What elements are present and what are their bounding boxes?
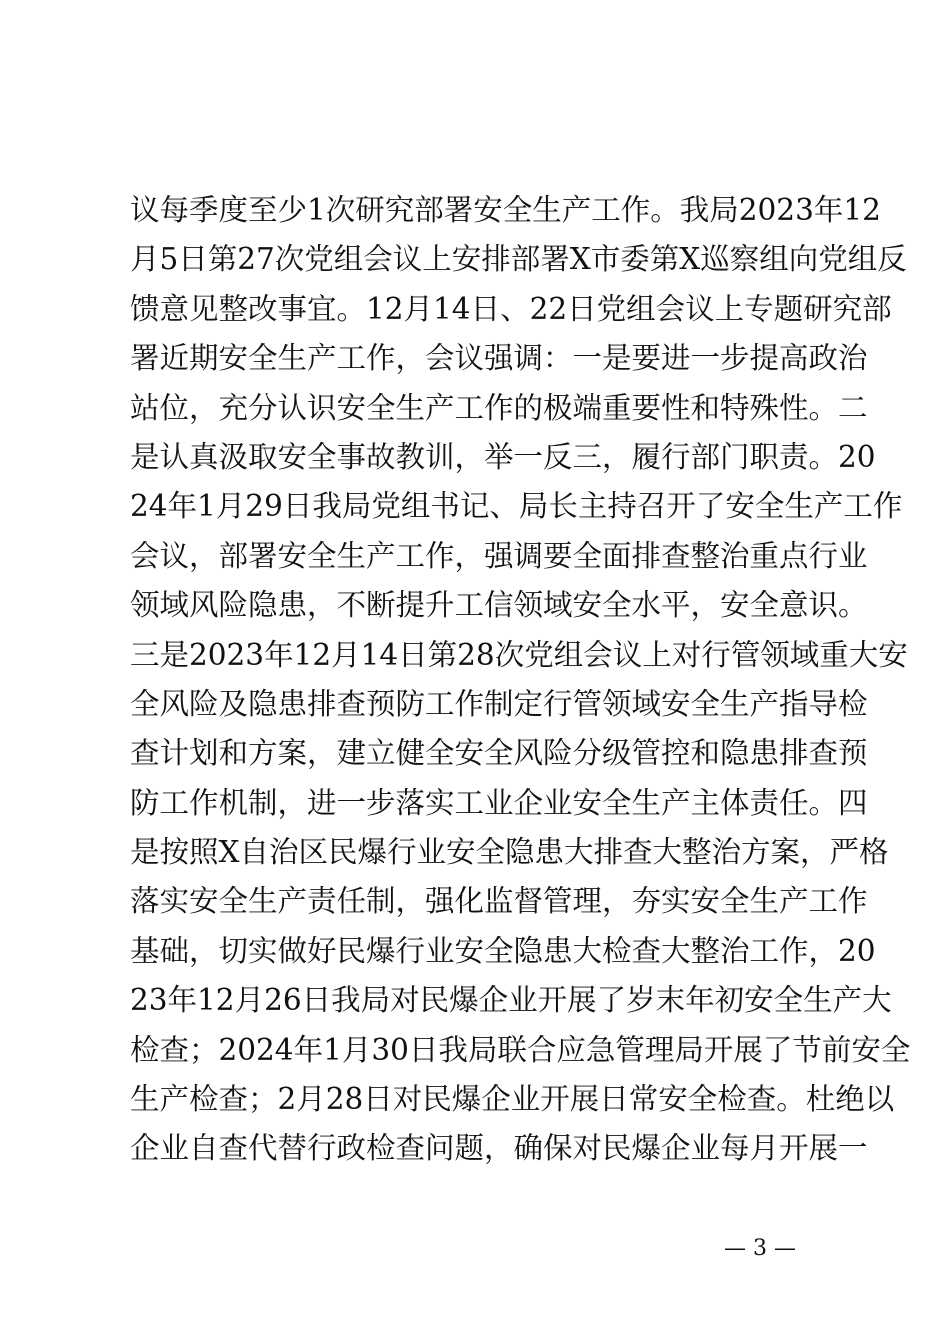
text-line: 落实安全生产责任制，强化监督管理，夯实安全生产工作 [130, 884, 868, 919]
text-line: 馈意见整改事宜。12月14日、22日党组会议上专题研究部 [130, 291, 892, 326]
body-text [130, 186, 911, 1174]
text-line: 是认真汲取安全事故教训，举一反三，履行部门职责。20 [130, 439, 876, 474]
text-line: 查计划和方案，建立健全安全风险分级管控和隐患排查预 [130, 736, 868, 771]
text-line: 议每季度至少1次研究部署安全生产工作。我局2023年12 [130, 193, 881, 227]
text-line: 防工作机制，进一步落实工业企业安全生产主体责任。四 [130, 785, 868, 820]
text-line: 企业自查代替行政检查问题，确保对民爆企业每月开展一 [130, 1131, 868, 1166]
text-line: 会议，部署安全生产工作，强调要全面排查整治重点行业 [130, 538, 868, 573]
text-line: 署近期安全生产工作，会议强调：一是要进一步提高政治 [130, 341, 868, 376]
text-line: 24年1月29日我局党组书记、局长主持召开了安全生产工作 [130, 489, 903, 524]
text-line: 基础，切实做好民爆行业安全隐患大检查大整治工作，20 [130, 933, 876, 968]
text-line: 月5日第27次党组会议上安排部署X市委第X巡察组向党组反 [130, 242, 907, 277]
text-line: 三是2023年12月14日第28次党组会议上对行管领域重大安 [130, 637, 908, 672]
text-line: 是按照X自治区民爆行业安全隐患大排查大整治方案，严格 [130, 835, 889, 870]
text-line: 站位，充分认识安全生产工作的极端重要性和特殊性。二 [130, 390, 868, 425]
text-line: 领域风险隐患，不断提升工信领域安全水平，安全意识。 [130, 588, 868, 623]
text-line: 生产检查；2月28日对民爆企业开展日常安全检查。杜绝以 [130, 1082, 895, 1117]
page-number: — 3 — [724, 1236, 796, 1261]
text-line: 23年12月26日我局对民爆企业开展了岁末年初安全生产大 [130, 983, 892, 1018]
text-line: 检查；2024年1月30日我局联合应急管理局开展了节前安全 [130, 1032, 911, 1067]
text-line: 全风险及隐患排查预防工作制定行管领域安全生产指导检 [130, 686, 868, 721]
